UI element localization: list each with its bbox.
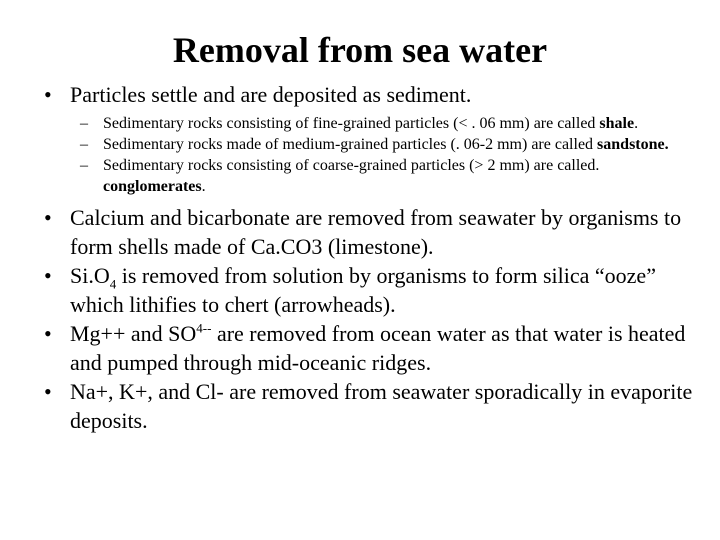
sub-bullet-item xyxy=(0,113,720,134)
sub-bullet-text: Sedimentary rocks consisting of fine-grained particles (< . 06 mm) are called xyxy=(103,115,600,132)
bullet-text: Mg++ and SO xyxy=(70,321,197,346)
subscript: 4 xyxy=(109,276,117,292)
bullet-text: Calcium and bicarbonate are removed from seawater by organisms to form shells made of Ca.CO3 (limestone). xyxy=(70,205,682,259)
sub-bullet-term: conglomerates xyxy=(103,178,202,195)
bullet-text: Na+, K+, and Cl- are removed from seawater sporadically in evaporite deposits. xyxy=(70,379,693,433)
sub-bullet-list xyxy=(0,113,720,197)
bullet-item xyxy=(0,377,720,435)
bullet-item xyxy=(0,319,720,377)
slide-title: Removal from sea water xyxy=(172,30,548,70)
sub-bullet-text: Sedimentary rocks consisting of coarse-grained particles (> 2 mm) are called. xyxy=(103,157,600,174)
bullet-item xyxy=(0,203,720,261)
slide-body xyxy=(0,80,720,435)
bullet-marker: • xyxy=(44,263,52,288)
sub-bullet-item xyxy=(0,134,720,155)
superscript: 4-- xyxy=(196,320,212,336)
bullet-marker: • xyxy=(44,205,52,230)
bullet-marker: • xyxy=(44,379,52,404)
sub-bullet-text-end: . xyxy=(634,115,639,132)
bullet-item xyxy=(0,80,720,109)
bullet-marker: • xyxy=(44,321,52,346)
sub-bullet-term: shale xyxy=(599,115,635,132)
bullet-text: Particles settle and are deposited as sediment. xyxy=(70,82,472,107)
sub-bullet-text: Sedimentary rocks made of medium-grained particles (. 06-2 mm) are called xyxy=(103,136,598,153)
bullet-text-end: are removed from ocean water as that water is heated and pumped through mid-oceanic ridges. xyxy=(70,321,686,375)
sub-bullet-term: sandstone. xyxy=(597,136,669,153)
bullet-text-end: is removed from solution by organisms to form silica “ooze” which lithifies to chert (arrowheads). xyxy=(70,263,656,317)
bullet-marker: • xyxy=(44,82,52,107)
sub-bullet-marker: – xyxy=(80,157,88,174)
bullet-item xyxy=(0,261,720,319)
sub-bullet-marker: – xyxy=(80,115,88,132)
bullet-text: Si.O xyxy=(70,263,110,288)
sub-bullet-text-end: . xyxy=(201,178,206,195)
sub-bullet-item xyxy=(0,155,720,197)
sub-bullet-marker: – xyxy=(80,136,88,153)
